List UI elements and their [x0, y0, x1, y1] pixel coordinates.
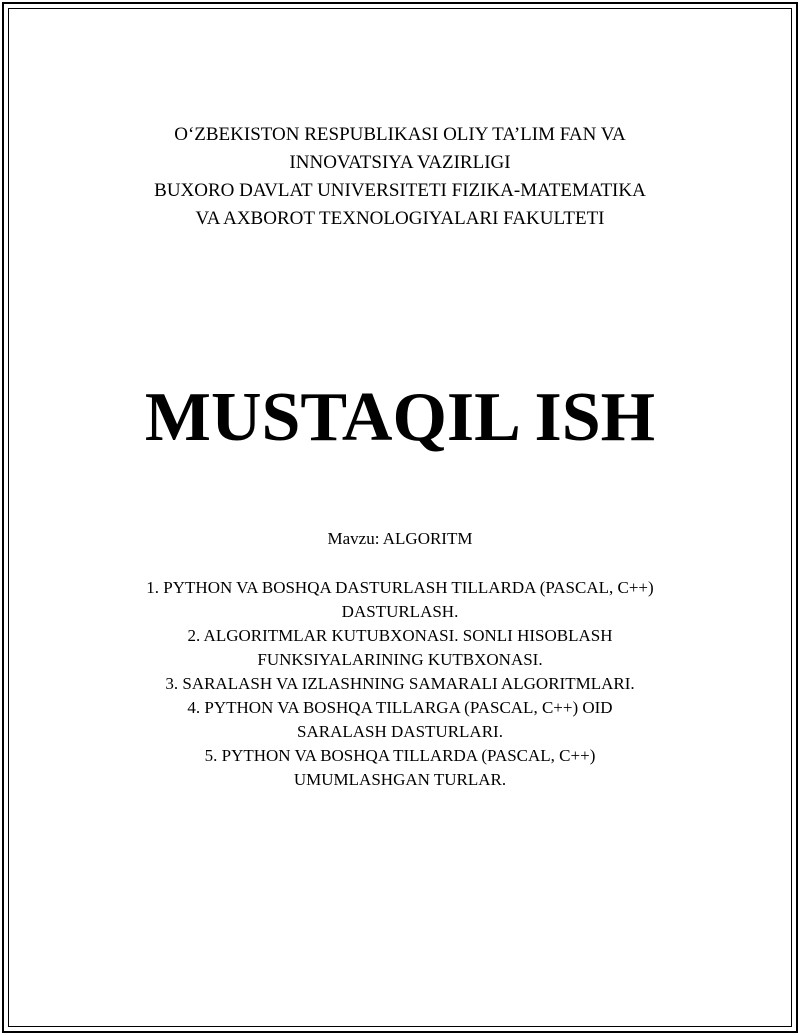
- list-item: SARALASH DASTURLARI.: [297, 722, 503, 741]
- header-line: BUXORO DAVLAT UNIVERSITETI FIZIKA-MATEMATIKA: [154, 180, 646, 201]
- list-item: FUNKSIYALARINING KUTBXONASI.: [257, 650, 543, 669]
- header-line: VA AXBOROT TEXNOLOGIYALARI FAKULTETI: [195, 208, 605, 229]
- list-item: DASTURLASH.: [341, 602, 459, 621]
- document-title: MUSTAQIL ISH: [144, 379, 656, 456]
- list-item: 2. ALGORITMLAR KUTUBXONASI. SONLI HISOBLASH: [187, 626, 613, 645]
- list-item: UMUMLASHGAN TURLAR.: [293, 770, 507, 789]
- header-line: INNOVATSIYA VAZIRLIGI: [289, 152, 511, 173]
- list-item: 4. PYTHON VA BOSHQA TILLARGA (PASCAL, C++) OID: [187, 698, 613, 717]
- header-line: O‘ZBEKISTON RESPUBLIKASI OLIY TA’LIM FAN VA: [174, 124, 626, 145]
- list-item: 5. PYTHON VA BOSHQA TILLARDA (PASCAL, C++): [204, 746, 596, 765]
- institution-header: [0, 121, 800, 233]
- topic-list: [0, 576, 800, 792]
- topic-line: Mavzu: ALGORITM: [327, 529, 473, 548]
- list-item: 1. PYTHON VA BOSHQA DASTURLASH TILLARDA (PASCAL, C++): [146, 578, 654, 597]
- list-item: 3. SARALASH VA IZLASHNING SAMARALI ALGORITMLARI.: [165, 674, 635, 693]
